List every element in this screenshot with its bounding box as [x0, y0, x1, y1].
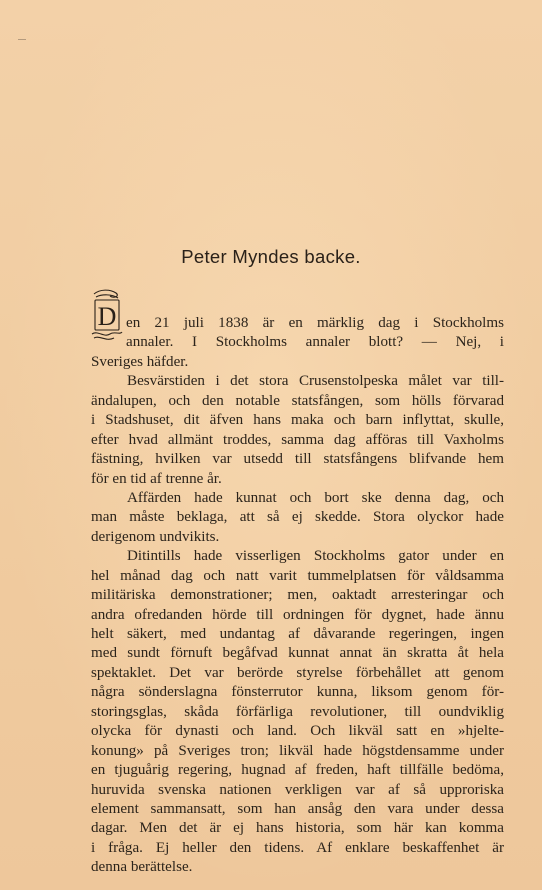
text-line: med sundt förnuft begåfvad kunnat annat än skratta åt hela — [91, 645, 504, 662]
text-line: dagar. Men det är ej hans historia, som här kan komma — [91, 820, 504, 837]
text-line: fästning, hvilken var utsedd till statsfångens blifvande hem — [91, 451, 504, 468]
text-line: storingsglas, skåda förfärliga revolutioner, till oundviklig — [91, 703, 504, 720]
text-line: olycka för dynasti och land. Och likväl satt en »hjelte- — [91, 723, 504, 740]
text-line: Affärden hade kunnat och bort ske denna dag, och — [127, 489, 504, 506]
page-edge-mark — [18, 39, 26, 40]
text-line: Besvärstiden i det stora Crusenstolpeska målet var till- — [127, 373, 504, 390]
text-line: hel månad dag och natt varit tummelplatsen för våldsamma — [91, 567, 504, 584]
text-line: i fråga. Ej heller den tidens. Af enklare beskaffenhet är — [91, 839, 504, 856]
text-line: element sammansatt, som han ansåg den vara under dessa — [91, 800, 504, 817]
text-line: annaler. I Stockholms annaler blott? — Nej, i — [126, 334, 504, 351]
chapter-title: Peter Myndes backe. — [181, 246, 361, 267]
paragraph-lines — [91, 314, 504, 878]
svg-text:D: D — [97, 302, 117, 331]
text-line: ändalupen, och den notable statsfången, som hölls förvarad — [91, 392, 504, 409]
text-line: några sönderslagna fönsterrutor kunna, liksom genom för- — [91, 684, 504, 701]
text-line: efter hvad allmänt troddes, samma dag afföras till Vaxholms — [91, 431, 504, 448]
text-line: en 21 juli 1838 är en märklig dag i Stockholms — [126, 315, 504, 331]
chapter-body — [91, 302, 504, 878]
text-line: militäriska demonstrationer; men, oaktadt arresteringar och — [91, 587, 504, 604]
text-line: denna berättelse. — [91, 859, 193, 876]
text-line: konung» på Sveriges tron; likväl hade högstdensamme under — [91, 742, 504, 759]
text-line: helt säkert, med undantag af dåvarande regeringen, ingen — [91, 626, 504, 642]
text-line: en tjuguårig regering, hugnad af freden, haft tillfälle bedöma, — [91, 762, 504, 779]
text-line: för en tid af trenne år. — [91, 470, 222, 487]
decorated-initial-d-icon — [90, 288, 124, 344]
text-line: man måste beklaga, att så ej skedde. Stora olyckor hade — [91, 509, 504, 526]
text-line: spektaklet. Det var berörde styrelse förbehållet att genom — [91, 664, 504, 681]
text-line: i Stadshuset, dit äfven hans maka och barn inflyttat, skulle, — [91, 412, 504, 429]
text-line: andra ofredanden hörde till ordningen för dygnet, hade ännu — [91, 606, 504, 623]
text-line: Ditintills hade visserligen Stockholms gator under en — [127, 548, 504, 565]
text-line: Sveriges häfder. — [91, 353, 189, 370]
text-line: derigenom undvikits. — [91, 528, 220, 545]
text-line: huruvida svenska nationen verkligen var af så upproriska — [91, 781, 504, 798]
